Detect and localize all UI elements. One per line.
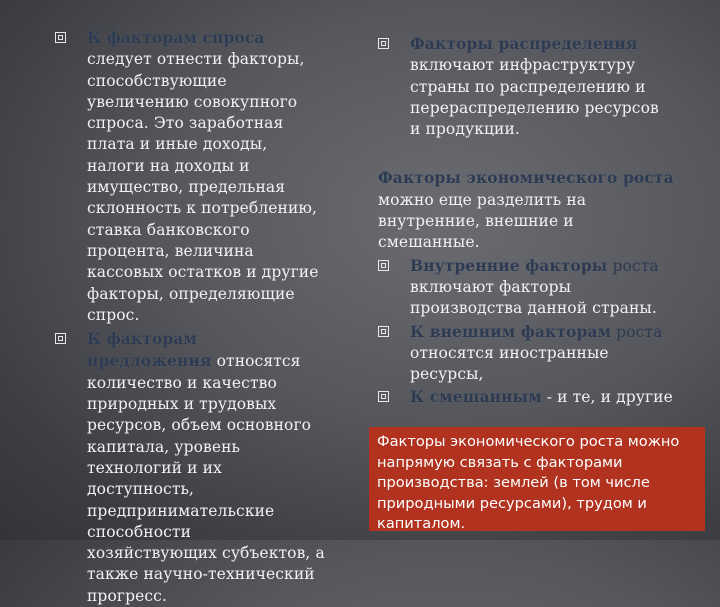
internal-heading-suffix: роста	[607, 256, 659, 275]
list-item-text	[87, 27, 325, 326]
callout-text: Факторы экономического роста можно напрямую связать с факторами производства: землей (в том числе природными ресурсами), трудом и капиталом.	[377, 433, 680, 532]
external-body: относятся иностранные ресурсы,	[410, 343, 609, 384]
list-item-text	[410, 321, 674, 386]
left-column	[55, 27, 325, 607]
list-item-external	[378, 321, 674, 386]
list-item-demand	[55, 27, 325, 326]
distribution-body: включают инфраструктуру страны по распределению и перераспределению ресурсов и продукции.	[410, 56, 659, 139]
external-heading-suffix: роста	[611, 322, 663, 341]
supply-body: относятся количество и качество природных и трудовых ресурсов, объем основного капитала, уровень технологий и их доступность, предпринимательские способности хозяйствующих субъектов, а также научно-технический прогресс.	[87, 352, 325, 605]
external-heading: К внешним факторам	[410, 321, 612, 341]
mixed-heading: К смешанным	[410, 387, 542, 407]
growth-paragraph	[378, 167, 674, 253]
list-item-text	[410, 255, 674, 320]
square-bullet-icon	[378, 38, 389, 49]
mixed-body: - и те, и другие	[541, 388, 673, 407]
list-item-internal	[378, 255, 674, 320]
list-item-text	[410, 33, 674, 140]
square-bullet-icon	[55, 32, 66, 43]
callout-box	[369, 427, 705, 531]
internal-body: включают факторы производства данной страны.	[410, 277, 657, 318]
square-bullet-icon	[378, 260, 389, 271]
demand-body: следует отнести факторы, способствующие увеличению совокупного спроса. Это заработная плата и иные доходы, налоги на доходы и имущество, предельная склонность к потреблению, ставка банковского процента, величина кассовых остатков и другие факторы, определяющие спрос.	[87, 50, 319, 324]
list-item-text	[87, 328, 325, 607]
square-bullet-icon	[378, 391, 389, 402]
distribution-heading: Факторы распределения	[410, 34, 638, 53]
square-bullet-icon	[378, 326, 389, 337]
internal-heading: Внутренние факторы	[410, 255, 608, 275]
growth-heading: Факторы экономического роста	[378, 168, 674, 188]
square-bullet-icon	[55, 333, 66, 344]
growth-subitems	[378, 255, 674, 409]
supply-heading: К факторам предложения	[87, 329, 212, 371]
demand-heading: К факторам спроса	[87, 28, 265, 47]
list-item-supply	[55, 328, 325, 607]
growth-body: можно еще разделить на внутренние, внешние и смешанные.	[378, 190, 587, 252]
right-column	[378, 33, 674, 409]
list-item-distribution	[378, 33, 674, 140]
list-item-text	[410, 386, 674, 408]
list-item-mixed	[378, 386, 674, 408]
